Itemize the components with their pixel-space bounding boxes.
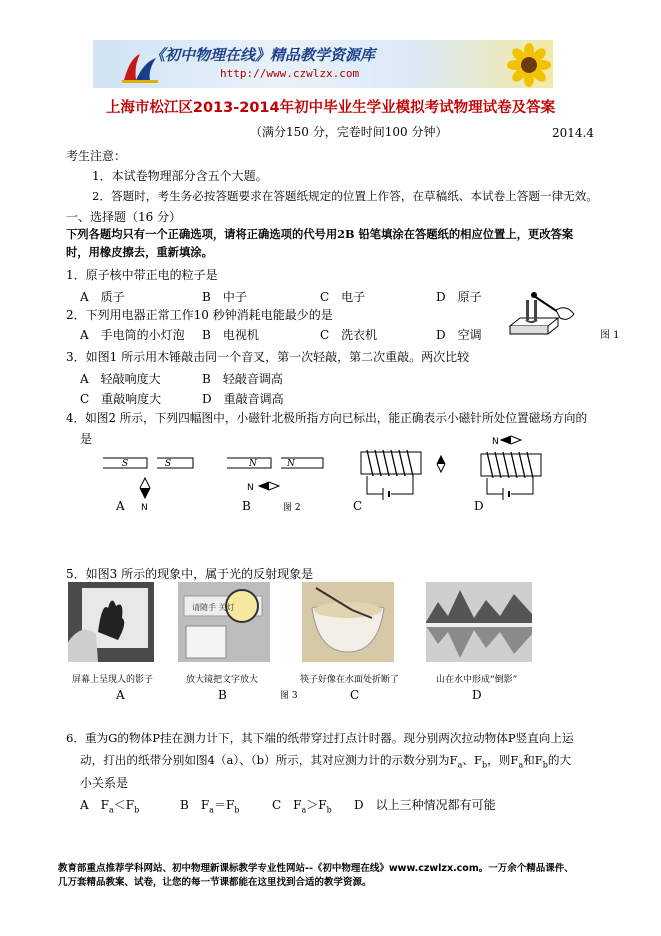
q6-option-b: B $F_a=F_b$ bbox=[180, 798, 240, 815]
q5-caption-c: 筷子好像在水面处折断了 bbox=[300, 675, 400, 685]
q4-option-a: A bbox=[116, 499, 125, 513]
q6-stem-line2: 动，打出的纸带分别如图4（a）、（b）所示，其对应测力计的示数分别为$F_a$、$F_b$，则$F_a$和$F_b$的大 bbox=[80, 753, 572, 770]
exam-date: 2014.4 bbox=[552, 126, 594, 140]
q1-stem: 1．原子核中带正电的粒子是 bbox=[66, 268, 218, 282]
q1-option-b: B 中子 bbox=[202, 290, 247, 304]
q2-option-c: C 洗衣机 bbox=[320, 328, 378, 342]
notice-item-1: 1．本试卷物理部分含五个大题。 bbox=[92, 169, 268, 183]
q1-option-a: A 质子 bbox=[80, 290, 125, 304]
q5-caption-a: 屏幕上呈现人的影子 bbox=[72, 675, 154, 685]
magnet-b-right-pole: N bbox=[287, 459, 295, 469]
document-title: 上海市松江区2013-2014年初中毕业生学业模拟考试物理试卷及答案 bbox=[105, 100, 556, 116]
magnet-figure-2 bbox=[95, 432, 585, 512]
notice-item-2: 2．答题时，考生务必按答题要求在答题纸规定的位置上作答，在草稿纸、本试卷上答题一律无效。 bbox=[92, 189, 598, 203]
q6-stem-line1: 6．重为G的物体P挂在测力计下，其下端的纸带穿过打点计时器。现分别两次拉动物体P竖直向上运 bbox=[66, 731, 574, 745]
figure-1-label: 图 1 bbox=[600, 330, 620, 341]
sign-text: 请随手 关灯 bbox=[192, 603, 235, 612]
q4-stem-line2: 是 bbox=[80, 432, 93, 446]
q6-option-c: C $F_a>F_b$ bbox=[272, 798, 332, 815]
q3-option-a: A 轻敲响度大 bbox=[80, 372, 161, 386]
q3-option-d: D 重敲音调高 bbox=[202, 392, 284, 406]
notice-heading: 考生注意： bbox=[66, 149, 127, 163]
needle-a-n-label: N bbox=[141, 503, 148, 512]
magnet-a-right-pole: S bbox=[165, 459, 172, 469]
q5-stem: 5．如图3 所示的现象中，属于光的反射现象是 bbox=[66, 567, 314, 581]
banner-url[interactable]: http://www.czwlzx.com bbox=[220, 67, 360, 80]
q5-option-c: C bbox=[350, 688, 360, 702]
footer-line-2: 几万套精品教案、试卷，让您的每一节课都能在这里找到合适的教学资源。 bbox=[58, 877, 372, 888]
footer-line-1: 教育部重点推荐学科网站、初中物理新课标教学专业性网站--《初中物理在线》www.czwlzx.com。一万余个精品课件、 bbox=[58, 863, 574, 874]
q2-stem: 2．下列用电器正常工作10 秒钟消耗电能最少的是 bbox=[66, 308, 333, 322]
figure-2-label: 图 2 bbox=[283, 503, 301, 513]
q3-stem: 3．如图1 所示用木锤敲击同一个音叉，第一次轻敲，第二次重敲。两次比较 bbox=[66, 350, 470, 364]
q5-option-d: D bbox=[472, 688, 482, 702]
magnet-a-left-pole: S bbox=[122, 459, 129, 469]
banner-title: 《初中物理在线》精品教学资源库 bbox=[150, 46, 376, 64]
q3-option-b: B 轻敲音调高 bbox=[202, 372, 283, 386]
q5-option-b: B bbox=[218, 688, 227, 702]
q4-option-c: C bbox=[353, 499, 363, 513]
q1-option-c: C 电子 bbox=[320, 290, 366, 304]
q4-option-b: B bbox=[242, 499, 251, 513]
needle-b-n-label: N bbox=[247, 483, 254, 493]
magnifier-photo bbox=[178, 582, 270, 662]
magnet-b-left-pole: N bbox=[249, 459, 257, 469]
section-instruction-line1: 下列各题均只有一个正确选项，请将正确选项的代号用2B 铅笔填涂在答题纸的相应位置上，更改答案 bbox=[66, 227, 574, 241]
q5-option-a: A bbox=[116, 688, 125, 702]
figure-3-label: 图 3 bbox=[280, 691, 298, 701]
q5-caption-b: 放大镜把文字放大 bbox=[186, 675, 259, 685]
q4-stem-line1: 4．如图2 所示，下列四幅图中，小磁针北极所指方向已标出，能正确表示小磁针所处位置磁场方向的 bbox=[66, 411, 588, 425]
q6-option-d: D 以上三种情况都有可能 bbox=[354, 798, 496, 812]
q4-option-d: D bbox=[474, 499, 484, 513]
mountain-reflection-photo bbox=[426, 582, 532, 662]
q2-option-a: A 手电筒的小灯泡 bbox=[80, 328, 185, 342]
q5-caption-d: 山在水中形成“倒影” bbox=[436, 675, 518, 685]
q6-stem-line3: 小关系是 bbox=[80, 776, 129, 790]
q2-option-b: B 电视机 bbox=[202, 328, 259, 342]
sunflower-icon bbox=[506, 42, 552, 88]
q2-option-d: D 空调 bbox=[436, 328, 482, 342]
section-instruction-line2: 时，用橡皮擦去，重新填涂。 bbox=[66, 245, 213, 259]
tuning-fork-figure bbox=[508, 282, 578, 342]
section-heading: 一、选择题（16 分） bbox=[66, 210, 182, 224]
q3-option-c: C 重敲响度大 bbox=[80, 392, 162, 406]
page-footer bbox=[58, 862, 574, 890]
exam-subtitle: （满分150 分，完卷时间100 分钟） bbox=[250, 125, 448, 139]
q1-option-d: D 原子 bbox=[436, 290, 482, 304]
needle-d-n-label: N bbox=[492, 437, 499, 447]
q6-option-a: A $F_a<F_b$ bbox=[80, 798, 140, 815]
chopsticks-bowl-photo bbox=[302, 582, 394, 662]
shadow-photo bbox=[68, 582, 154, 662]
